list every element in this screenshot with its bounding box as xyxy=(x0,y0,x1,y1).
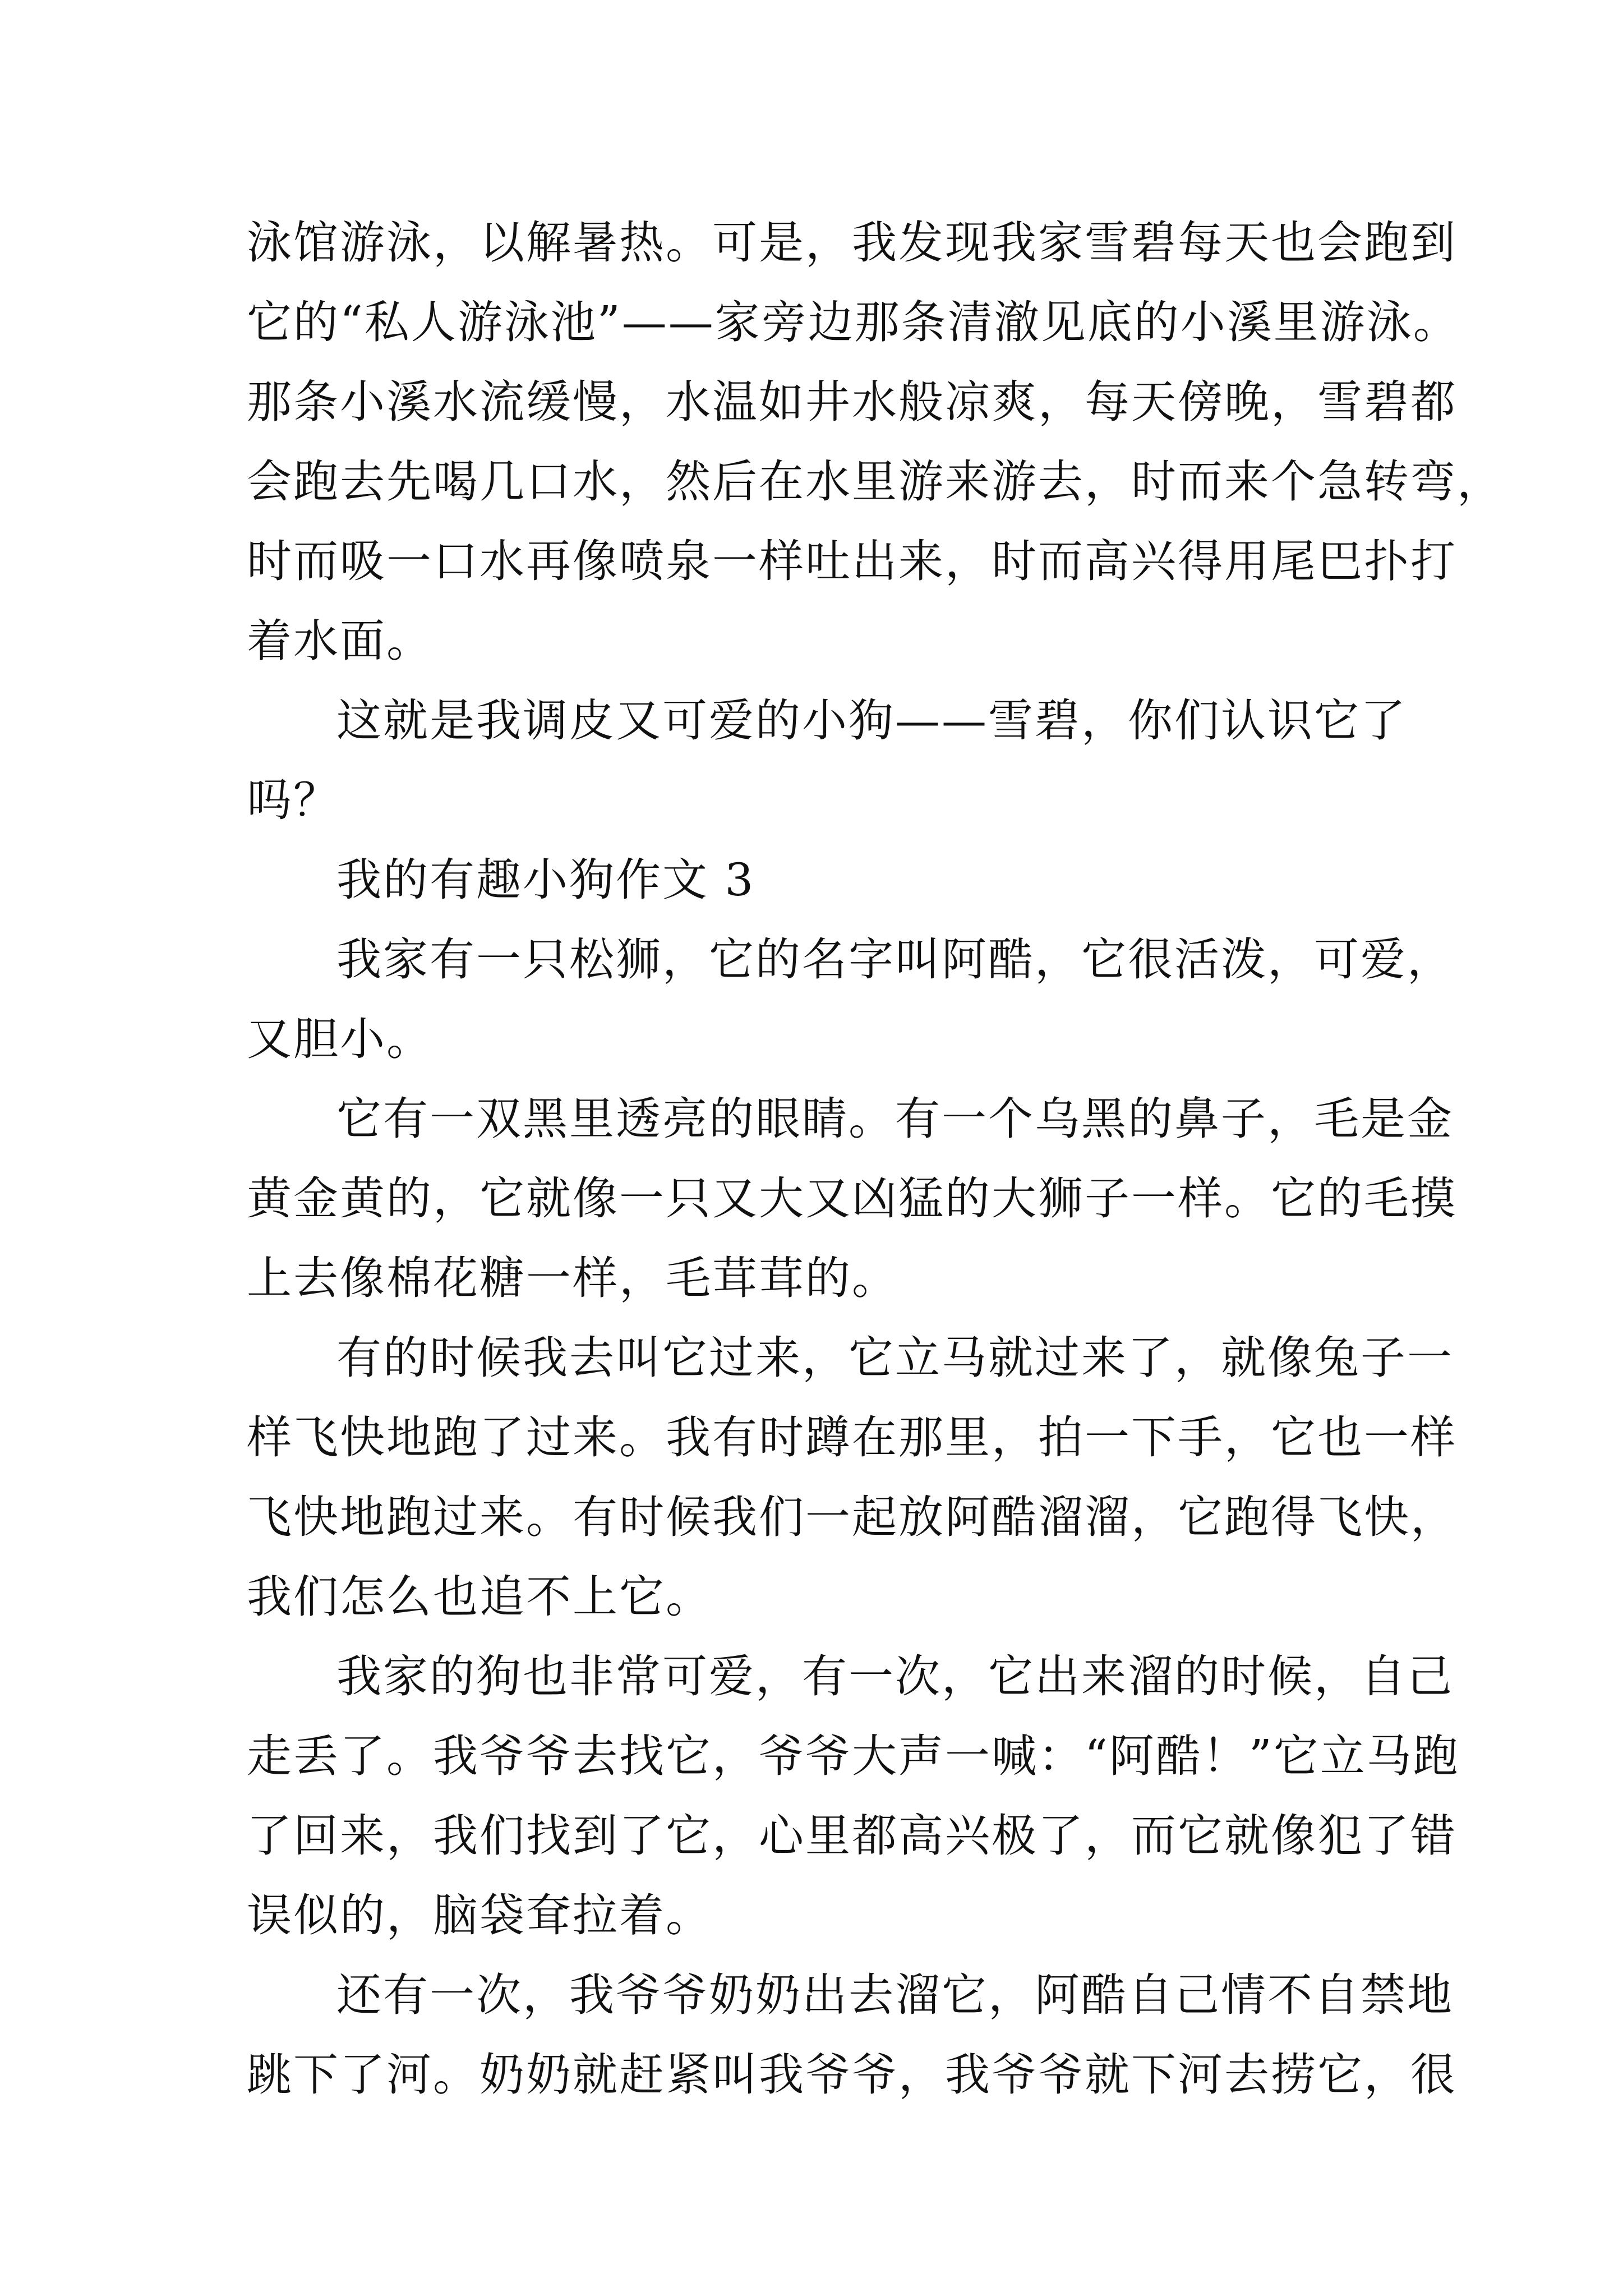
text-line: 吗？ xyxy=(247,774,340,826)
text-line: 样飞快地跑了过来。我有时蹲在那里，拍一下手，它也一样 xyxy=(247,1411,1457,1464)
text-line: 误似的，脑袋耷拉着。 xyxy=(247,1889,712,1941)
text-line: 会跑去先喝几口水，然后在水里游来游去，时而来个急转弯， xyxy=(247,455,1504,508)
text-line: 了回来，我们找到了它，心里都高兴极了，而它就像犯了错 xyxy=(247,1810,1457,1862)
section-heading: 我的有趣小狗作文 3 xyxy=(336,854,755,906)
paragraph-start-line: 我家有一只松狮，它的名字叫阿酷，它很活泼，可爱， xyxy=(336,933,1454,986)
paragraph-start-line: 它有一双黑里透亮的眼睛。有一个乌黑的鼻子，毛是金 xyxy=(336,1093,1454,1145)
text-line: 时而吸一口水再像喷泉一样吐出来，时而高兴得用尾巴扑打 xyxy=(247,535,1457,587)
paragraph-start-line: 还有一次，我爷爷奶奶出去溜它，阿酷自己情不自禁地 xyxy=(336,1969,1454,2021)
text-line: 又胆小。 xyxy=(247,1013,433,1065)
body-text xyxy=(247,203,1504,2115)
text-line: 跳下了河。奶奶就赶紧叫我爷爷，我爷爷就下河去捞它，很 xyxy=(247,2049,1457,2101)
paragraph-start-line: 有的时候我去叫它过来，它立马就过来了，就像兔子一 xyxy=(336,1332,1454,1384)
text-line: 泳馆游泳，以解暑热。可是，我发现我家雪碧每天也会跑到 xyxy=(247,217,1457,269)
text-line: 它的“私人游泳池”——家旁边那条清澈见底的小溪里游泳。 xyxy=(247,296,1460,348)
text-line: 我们怎么也追不上它。 xyxy=(247,1571,712,1623)
text-line: 着水面。 xyxy=(247,615,433,667)
text-line: 飞快地跑过来。有时候我们一起放阿酷溜溜，它跑得飞快， xyxy=(247,1491,1457,1543)
paragraph-start-line: 这就是我调皮又可爱的小狗——雪碧，你们认识它了 xyxy=(336,694,1407,747)
paragraph-start-line: 我家的狗也非常可爱，有一次，它出来溜的时候，自己 xyxy=(336,1650,1454,1703)
text-line: 那条小溪水流缓慢，水温如井水般凉爽，每天傍晚，雪碧都 xyxy=(247,376,1457,428)
text-line: 走丢了。我爷爷去找它，爷爷大声一喊：“阿酷！”它立马跑 xyxy=(247,1730,1460,1782)
text-line: 黄金黄的，它就像一只又大又凶猛的大狮子一样。它的毛摸 xyxy=(247,1172,1457,1225)
text-line: 上去像棉花糖一样，毛茸茸的。 xyxy=(247,1252,898,1304)
